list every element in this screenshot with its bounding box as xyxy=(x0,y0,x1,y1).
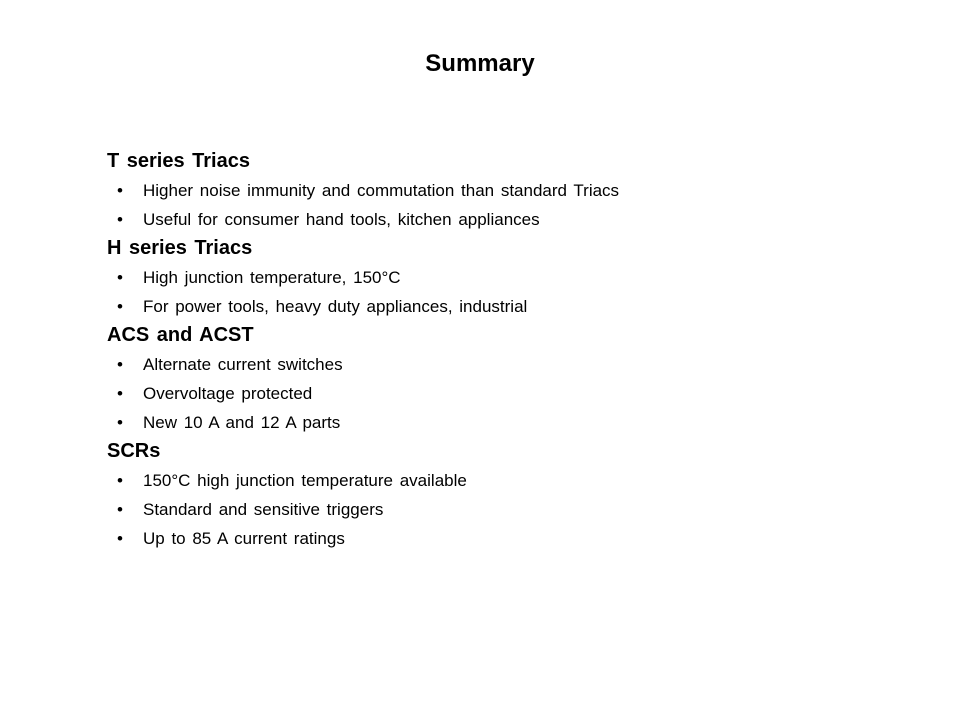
section-heading: H series Triacs xyxy=(107,237,253,259)
section-heading: SCRs xyxy=(107,440,161,462)
section-h-series-triacs xyxy=(107,234,887,321)
section-heading: ACS and ACST xyxy=(107,324,254,346)
bullet-icon: • xyxy=(117,181,123,200)
bullet-list xyxy=(107,350,887,437)
bullet-icon: • xyxy=(117,413,123,432)
bullet-list xyxy=(107,176,887,234)
bullet-item xyxy=(107,466,887,495)
bullet-list xyxy=(107,263,887,321)
section-heading: T series Triacs xyxy=(107,150,250,172)
bullet-icon: • xyxy=(117,210,123,229)
bullet-item xyxy=(107,292,887,321)
bullet-text: Useful for consumer hand tools, kitchen appliances xyxy=(143,210,540,229)
bullet-text: For power tools, heavy duty appliances, industrial xyxy=(143,297,528,316)
bullet-text: Up to 85 A current ratings xyxy=(143,529,345,548)
bullet-text: High junction temperature, 150°C xyxy=(143,268,401,287)
bullet-text: Higher noise immunity and commutation than standard Triacs xyxy=(143,181,620,200)
bullet-icon: • xyxy=(117,384,123,403)
bullet-item xyxy=(107,408,887,437)
bullet-text: New 10 A and 12 A parts xyxy=(143,413,341,432)
bullet-icon: • xyxy=(117,471,123,490)
bullet-text: 150°C high junction temperature available xyxy=(143,471,467,490)
bullet-item xyxy=(107,350,887,379)
bullet-list xyxy=(107,466,887,553)
slide-title: Summary xyxy=(425,50,535,77)
bullet-icon: • xyxy=(117,297,123,316)
section-acs-and-acst xyxy=(107,321,887,437)
bullet-text: Standard and sensitive triggers xyxy=(143,500,384,519)
bullet-item xyxy=(107,379,887,408)
bullet-item xyxy=(107,263,887,292)
bullet-text: Alternate current switches xyxy=(143,355,343,374)
bullet-item xyxy=(107,205,887,234)
bullet-icon: • xyxy=(117,355,123,374)
bullet-icon: • xyxy=(117,529,123,548)
bullet-item xyxy=(107,524,887,553)
section-scrs xyxy=(107,437,887,553)
bullet-item xyxy=(107,176,887,205)
bullet-icon: • xyxy=(117,500,123,519)
bullet-text: Overvoltage protected xyxy=(143,384,313,403)
bullet-icon: • xyxy=(117,268,123,287)
summary-content xyxy=(107,147,887,553)
section-t-series-triacs xyxy=(107,147,887,234)
bullet-item xyxy=(107,495,887,524)
